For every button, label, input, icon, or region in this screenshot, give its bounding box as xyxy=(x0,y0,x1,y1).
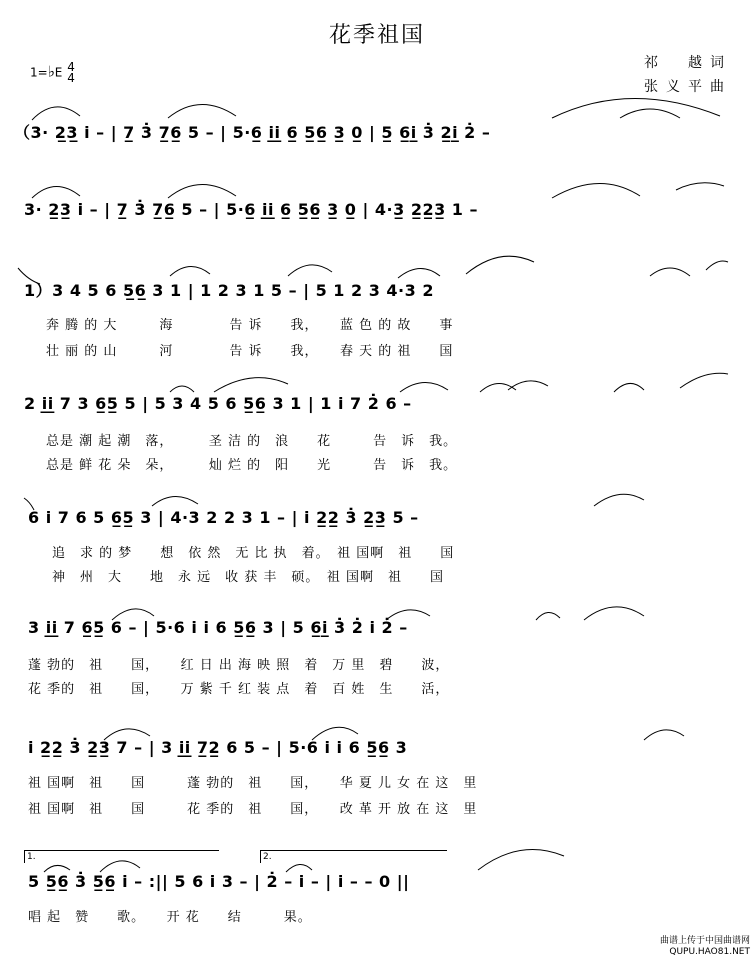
notation-text: i 2̲2̲ 3̇ 2̲3̲ 7 – | 3 i̲i̲ 7̲2̲ 6 5 – | 5·6 i i 6 5̲6̲ 3 xyxy=(28,738,408,757)
lyric-verse-1: 蓬 勃的 祖 国， 红 日 出 海 映 照 着 万 里 碧 波， xyxy=(28,658,450,673)
notation-text: 3· 2̲3̲ i – | 7̲ 3̇ 7̲6̲ 5 – | 5·6̲ i̲i̲ 6̲ 5̲6̲ 3̲ 0̲ | 4·3̲ 2̲2̲3̲ 1 – xyxy=(24,200,478,219)
slur xyxy=(168,184,236,198)
notation-text: 5 5̲6̲ 3̇ 5̲6̲ i – :|| 5 6 i 3 – | 2̇ – i – | i – – 0 || xyxy=(28,872,410,891)
slur xyxy=(650,268,690,276)
slur xyxy=(614,383,644,392)
lyric-verse-2: 花 季的 祖 国， 万 紫 千 红 装 点 着 百 姓 生 活， xyxy=(28,682,450,697)
volta-bracket-2: 2. xyxy=(260,850,447,863)
slur xyxy=(680,373,728,388)
slur xyxy=(676,183,724,190)
slur xyxy=(536,612,560,620)
lyric-verse-1: 奔 腾 的 大 海 告 诉 我， 蓝 色 的 故 事 xyxy=(46,318,454,333)
slur xyxy=(286,864,312,872)
slur xyxy=(478,850,564,870)
time-bottom: 4 xyxy=(67,71,75,85)
notation-text: 2 i̲i̲ 7 3 6̲5̲ 5 | 5 3 4 5 6 5̲6̲ 3 1 | 1 i 7 2̇ 6 – xyxy=(24,394,412,413)
slur xyxy=(170,266,210,276)
slur xyxy=(466,256,534,274)
slur xyxy=(584,607,644,620)
notation-text: 3 i̲i̲ 7 6̲5̲ 6 – | 5·6 i i 6 5̲6̲ 3 | 5 6̲i̲ 3̇ 2̇ i 2̇ – xyxy=(28,618,408,637)
watermark-line-1: 曲谱上传于中国曲谱网 xyxy=(659,936,750,946)
slur xyxy=(32,107,80,120)
lyric-verse-2: 总是 鲜 花 朵 朵， 灿 烂 的 阳 光 告 诉 我。 xyxy=(46,458,458,473)
source-watermark xyxy=(660,936,750,958)
lyric-verse-1: 祖 国啊 祖 国 蓬 勃的 祖 国， 华 夏 儿 女 在 这 里 xyxy=(28,776,478,791)
slur xyxy=(620,109,680,118)
slur xyxy=(706,261,728,270)
slur xyxy=(552,98,720,118)
volta-bracket-1: 1. xyxy=(24,850,219,863)
lyricist-credit: 祁 越词 xyxy=(644,55,732,71)
lyric-verse-2: 神 州 大 地 永 远 收 获 丰 硕。 祖 国啊 祖 国 xyxy=(52,570,445,585)
slur xyxy=(170,386,194,392)
slur xyxy=(400,382,448,392)
time-signature xyxy=(67,62,75,84)
notation-text: 1）3 4 5 6 5̲6̲ 3 1 | 1 2 3 1 5 – | 5 1 2 3 4·3 2 xyxy=(24,281,434,300)
notation-text: 6 i 7 6 5 6̲5̲ 3 | 4·3 2 2 3 1 – | i 2̲2̲ 3̇ 2̲3̲ 5 – xyxy=(28,508,419,527)
flat-sign-icon: ♭ xyxy=(47,62,55,81)
slur xyxy=(214,378,288,392)
slur xyxy=(644,730,684,740)
slur xyxy=(168,104,236,118)
key-letter: E xyxy=(54,65,63,80)
slur xyxy=(152,496,198,506)
song-title: 花季祖国 xyxy=(328,23,425,48)
slur xyxy=(480,383,516,392)
key-signature xyxy=(30,62,75,84)
lyric-verse-2: 壮 丽 的 山 河 告 诉 我， 春 天 的 祖 国 xyxy=(46,344,454,359)
key-prefix: 1= xyxy=(30,65,48,80)
lyric-verse-1: 追 求 的 梦 想 依 然 无 比 执 着。 祖 国啊 祖 国 xyxy=(52,546,455,561)
slur xyxy=(32,186,80,198)
slur xyxy=(398,268,440,278)
lyric-verse-1: 唱 起 赞 歌。 开 花 结 果。 xyxy=(28,910,312,925)
lyric-verse-1: 总是 潮 起 潮 落， 圣 洁 的 浪 花 告 诉 我。 xyxy=(46,434,458,449)
slur xyxy=(552,183,640,198)
slur xyxy=(594,494,644,506)
slur xyxy=(288,265,332,276)
slur xyxy=(508,381,548,390)
watermark-line-2: QUPU.HAO81.NET xyxy=(669,947,750,957)
lyric-verse-2: 祖 国啊 祖 国 花 季的 祖 国， 改 革 开 放 在 这 里 xyxy=(28,802,478,817)
notation-text: （3· 2̲3̲ i – | 7̲ 3̇ 7̲6̲ 5 – | 5·6̲ i̲i̲ 6̲ 5̲6̲ 3̲ 0̲ | 5̲ 6̲i̲ 3̇ 2̲i̲ 2̇ – xyxy=(14,123,491,142)
time-top: 4 xyxy=(67,60,75,74)
composer-credit: 张义平曲 xyxy=(644,79,732,95)
